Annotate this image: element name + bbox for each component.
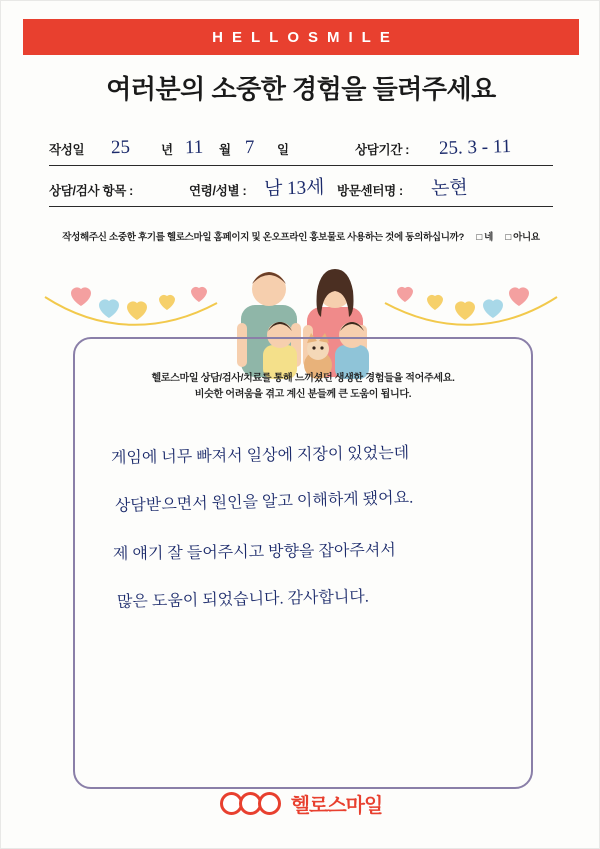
handwritten-review — [111, 435, 503, 627]
form-section — [49, 125, 553, 207]
comment-guide-line-2: 비슷한 어려움을 겪고 계신 분들께 큰 도움이 됩니다. — [194, 388, 412, 400]
consent-option-no[interactable]: □ 아니요 — [505, 232, 540, 243]
handwritten-line: 제 얘기 잘 들어주시고 방향을 잡아주셔서 — [112, 542, 396, 563]
handwritten-line: 많은 도움이 되었습니다. 감사합니다. — [116, 588, 369, 611]
form-row-details — [49, 166, 553, 207]
age-gender-value[interactable]: 남 13세 — [263, 177, 325, 200]
period-value[interactable]: 25. 3 - 11 — [438, 136, 512, 159]
category-label: 상담/검사 항목 : — [49, 184, 134, 198]
handwritten-line: 게임에 너무 빠져서 일상에 지장이 있었는데 — [110, 444, 410, 467]
logo-text: 헬로스마일 — [290, 795, 383, 817]
handwritten-line: 상담받으면서 원인을 알고 이해하게 됐어요. — [114, 489, 414, 515]
page-title: 여러분의 소중한 경험을 들려주세요 — [106, 74, 496, 104]
month-unit-label: 월 — [219, 143, 232, 157]
consent-option-yes[interactable]: □ 네 — [476, 232, 493, 243]
logo-dots-icon — [220, 792, 277, 815]
age-gender-label: 연령/성별 : — [189, 184, 247, 198]
header-banner — [23, 19, 579, 55]
date-year-value[interactable]: 25 — [110, 136, 131, 159]
comment-guide-line-1: 헬로스마일 상담/검사/치료를 통해 느끼셨던 생생한 경험들을 적어주세요. — [151, 373, 455, 384]
brand-name: HELLOSMILE — [212, 28, 399, 46]
year-unit-label: 년 — [161, 143, 174, 157]
footer-logo — [1, 789, 600, 818]
comment-guide — [75, 371, 531, 402]
center-label: 방문센터명 : — [337, 184, 403, 198]
comment-box[interactable] — [73, 337, 533, 789]
date-month-value[interactable]: 11 — [184, 136, 204, 159]
date-label: 작성일 — [49, 143, 85, 157]
date-day-value[interactable]: 7 — [244, 136, 255, 159]
period-label: 상담기간 : — [355, 143, 410, 157]
consent-line — [1, 229, 600, 243]
consent-question: 작성해주신 소중한 후기를 헬로스마일 홈페이지 및 온오프라인 홍보물로 사용하는 것에 동의하십니까? — [62, 232, 464, 243]
day-unit-label: 일 — [277, 143, 290, 157]
center-value[interactable]: 논현 — [430, 177, 469, 200]
form-row-date — [49, 125, 553, 166]
